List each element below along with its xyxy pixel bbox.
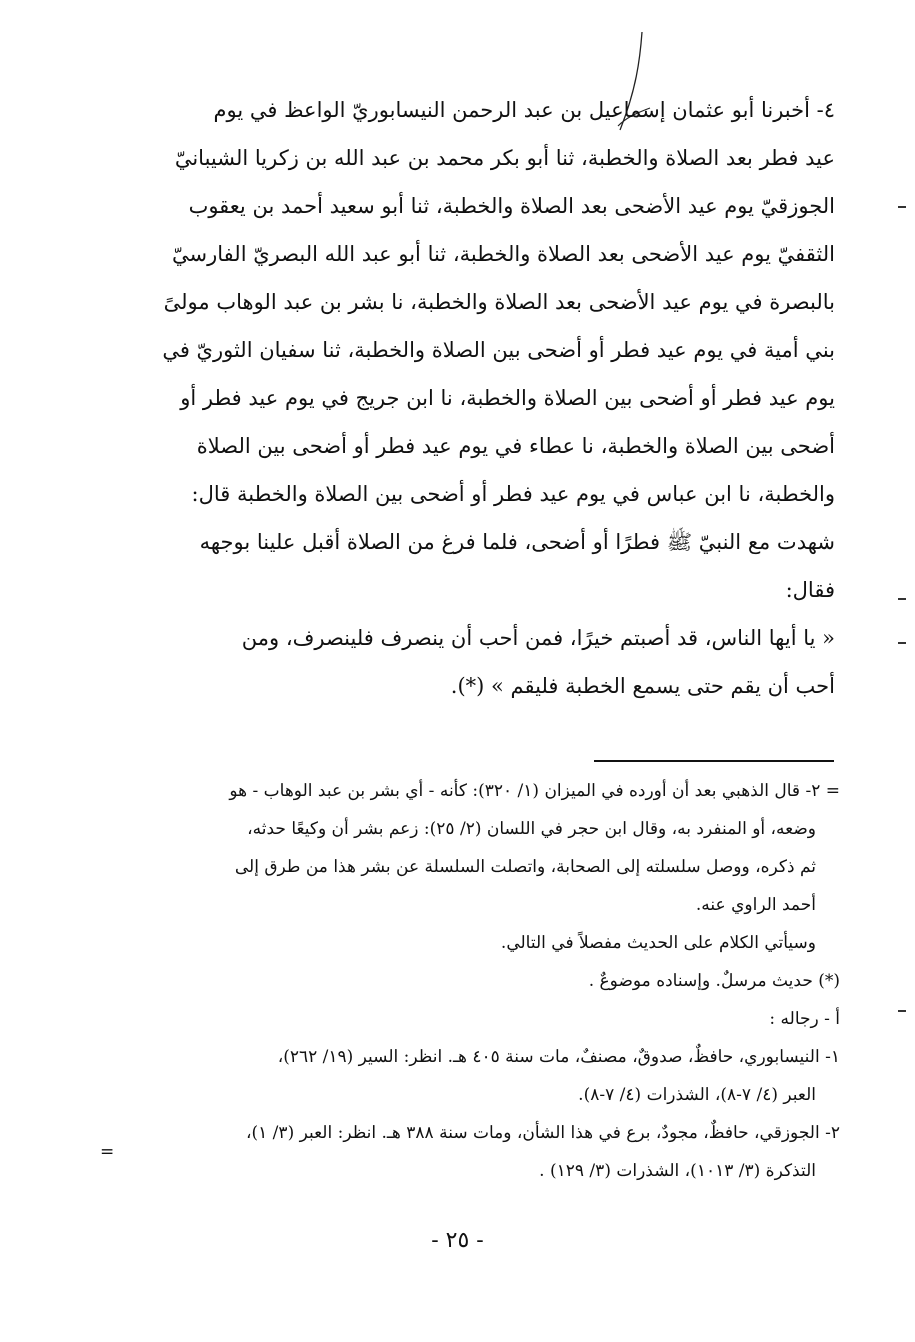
page-number: - ٢٥ - (431, 1228, 484, 1253)
text-line: فقال: (785, 578, 835, 602)
footnote-line: ١- النيسابوري، حافظٌ، صدوقٌ، مصنفٌ، مات سنة ٤٠٥ هـ. انظر: السير (١٩/ ٢٦٢)، (277, 1047, 840, 1067)
footnote-line: وضعه، أو المنفرد به، وقال ابن حجر في اللسان (٢/ ٢٥): زعم بشر أن وكيعًا حدثه، (247, 819, 816, 839)
text-line: الجوزقيّ يوم عيد الأضحى بعد الصلاة والخطبة، ثنا أبو سعيد أحمد بن يعقوب (188, 194, 835, 218)
text-line: يوم عيد فطر أو أضحى بين الصلاة والخطبة، نا ابن جريج في يوم عيد فطر أو (180, 386, 835, 410)
footnote-line: وسيأتي الكلام على الحديث مفصلاً في التالي. (500, 933, 816, 953)
footnote-heading: أ - رجاله : (769, 1009, 840, 1029)
footnote-line: العبر (٤/ ٧-٨)، الشذرات (٤/ ٧-٨). (578, 1085, 816, 1105)
text-line: بالبصرة في يوم عيد الأضحى بعد الصلاة والخطبة، نا بشر بن عبد الوهاب مولىً (163, 290, 835, 314)
continuation-mark: = (100, 1142, 115, 1162)
margin-speck (898, 642, 906, 644)
margin-speck (898, 206, 906, 208)
hadith-text (100, 86, 835, 710)
footnote-line: ٢- الجوزقي، حافظٌ، مجودٌ، برع في هذا الشأن، ومات سنة ٣٨٨ هـ. انظر: العبر (٣/ ١)، (246, 1123, 840, 1143)
footnote-line: = ٢- قال الذهبي بعد أن أورده في الميزان (١/ ٣٢٠): كأنه - أي بشر بن عبد الوهاب - هو (229, 781, 840, 801)
text-line: عيد فطر بعد الصلاة والخطبة، ثنا أبو بكر محمد بن عبد الله بن زكريا الشيبانيّ (174, 146, 835, 170)
text-line: والخطبة، نا ابن عباس في يوم عيد فطر أو أضحى بين الصلاة والخطبة قال: (191, 482, 835, 506)
footnote-line: أحمد الراوي عنه. (695, 895, 816, 915)
footnote-divider (594, 760, 834, 762)
text-line: شهدت مع النبيّ ﷺ فطرًا أو أضحى، فلما فرغ من الصلاة أقبل علينا بوجهه (199, 530, 835, 554)
text-line: بني أمية في يوم عيد فطر أو أضحى بين الصلاة والخطبة، ثنا سفيان الثوريّ في (162, 338, 835, 362)
text-line: ٤- أخبرنا أبو عثمان إسماعيل بن عبد الرحمن النيسابوريّ الواعظ في يوم (213, 98, 835, 122)
text-line: الثقفيّ يوم عيد الأضحى بعد الصلاة والخطبة، ثنا أبو عبد الله البصريّ الفارسيّ (172, 242, 835, 266)
text-line: أضحى بين الصلاة والخطبة، نا عطاء في يوم عيد فطر أو أضحى بين الصلاة (196, 434, 835, 458)
text-line: أحب أن يقم حتى يسمع الخطبة فليقم » (*). (450, 674, 835, 698)
footnote-line: (*) حديث مرسلٌ. وإسناده موضوعٌ . (588, 971, 840, 991)
footnote-line: التذكرة (٣/ ١٠١٣)، الشذرات (٣/ ١٢٩) . (539, 1161, 816, 1181)
margin-speck (898, 598, 906, 600)
footnotes (100, 772, 840, 1190)
margin-speck (898, 1010, 906, 1012)
footnote-line: ثم ذكره، ووصل سلسلته إلى الصحابة، واتصلت السلسلة عن بشر هذا من طرق إلى (234, 857, 816, 877)
text-line: « يا أيها الناس، قد أصبتم خيرًا، فمن أحب أن ينصرف فلينصرف، ومن (241, 626, 835, 650)
